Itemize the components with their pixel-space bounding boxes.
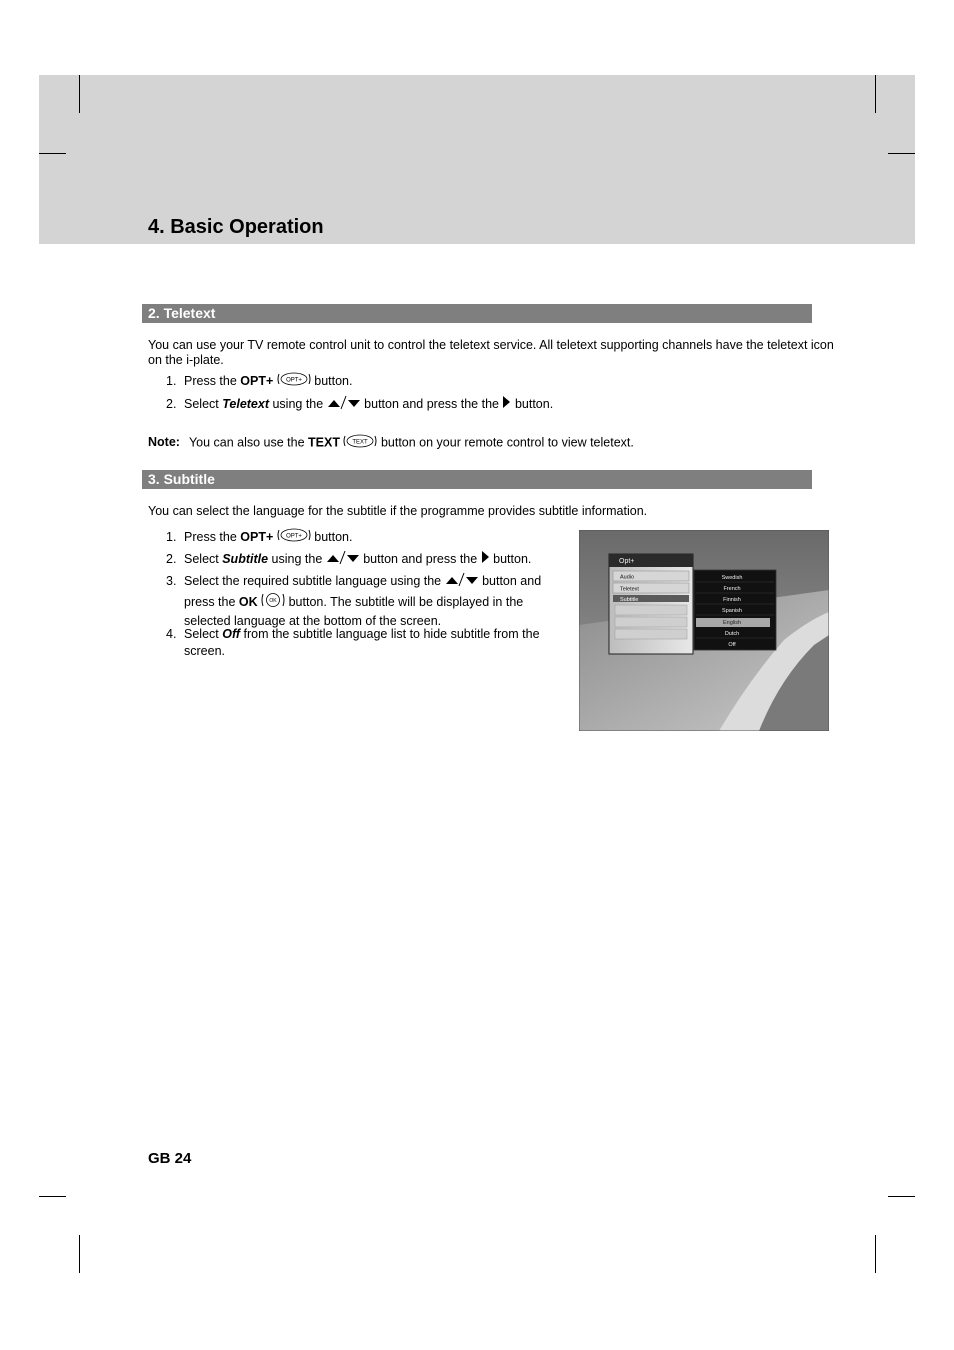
opt-plus-button-icon	[277, 371, 311, 392]
tv-screen-screenshot	[579, 530, 829, 731]
crop-mark	[875, 75, 876, 113]
section-heading-subtitle: 3. Subtitle	[142, 470, 812, 489]
section-heading-teletext: 2. Teletext	[142, 304, 812, 323]
subtitle-intro: You can select the language for the subtitle if the programme provides subtitle information.	[148, 504, 648, 518]
teletext-step-2: 2. Select Teletext using the button and press the the button.	[166, 394, 553, 415]
menu-item-teletext: Teletext	[620, 586, 639, 593]
teletext-intro: You can use your TV remote control unit to control the teletext service. All teletext supporting channels have the teletext icon on the i-plate.	[148, 338, 834, 367]
opt-plus-button-icon	[277, 527, 311, 548]
crop-mark	[39, 153, 66, 154]
language-option: Dutch	[724, 631, 740, 637]
crop-mark	[79, 1235, 80, 1273]
page-number: GB 24	[148, 1150, 192, 1167]
language-option: Off	[728, 642, 736, 648]
language-option: French	[723, 586, 741, 592]
chapter-title: 4. Basic Operation	[148, 216, 324, 238]
language-option: Spanish	[722, 608, 742, 614]
crop-mark	[79, 75, 80, 113]
menu-title: Opt+	[619, 558, 635, 565]
menu-item-subtitle: Subtitle	[620, 597, 639, 603]
svg-text:TEXT: TEXT	[352, 439, 369, 446]
menu-item-audio: Audio	[620, 574, 635, 581]
svg-text:OPT+: OPT+	[285, 377, 302, 384]
right-arrow-icon	[481, 549, 490, 570]
language-option: Swedish	[721, 575, 743, 581]
up-down-arrow-icon	[327, 394, 361, 415]
ok-button-icon	[261, 592, 285, 613]
crop-mark	[875, 1235, 876, 1273]
svg-text:OK: OK	[269, 598, 277, 604]
text-button-icon	[343, 433, 377, 453]
language-option-selected: English	[722, 620, 742, 626]
subtitle-step-1: 1. Press the OPT+ OPT+ button.	[166, 527, 352, 548]
crop-mark	[39, 1196, 66, 1197]
up-down-arrow-icon	[445, 571, 479, 592]
teletext-step-1: 1. Press the OPT+ OPT+ button.	[166, 371, 352, 392]
subtitle-step-3: 3. Select the required subtitle language using the button and press the OK OK button. The subtitle will be displayed in the selected language at the bottom of the screen.	[166, 571, 541, 630]
svg-text:OPT+: OPT+	[285, 533, 302, 540]
up-down-arrow-icon	[326, 549, 360, 570]
language-option: Finnish	[723, 597, 741, 603]
crop-mark	[888, 1196, 915, 1197]
subtitle-step-4: 4. Select Off from the subtitle language list to hide subtitle from the screen.	[166, 627, 540, 658]
subtitle-step-2: 2. Select Subtitle using the button and press the button.	[166, 549, 531, 570]
crop-mark	[888, 153, 915, 154]
teletext-note: Note: You can also use the TEXT TEXT button on your remote control to view teletext.	[148, 433, 634, 453]
